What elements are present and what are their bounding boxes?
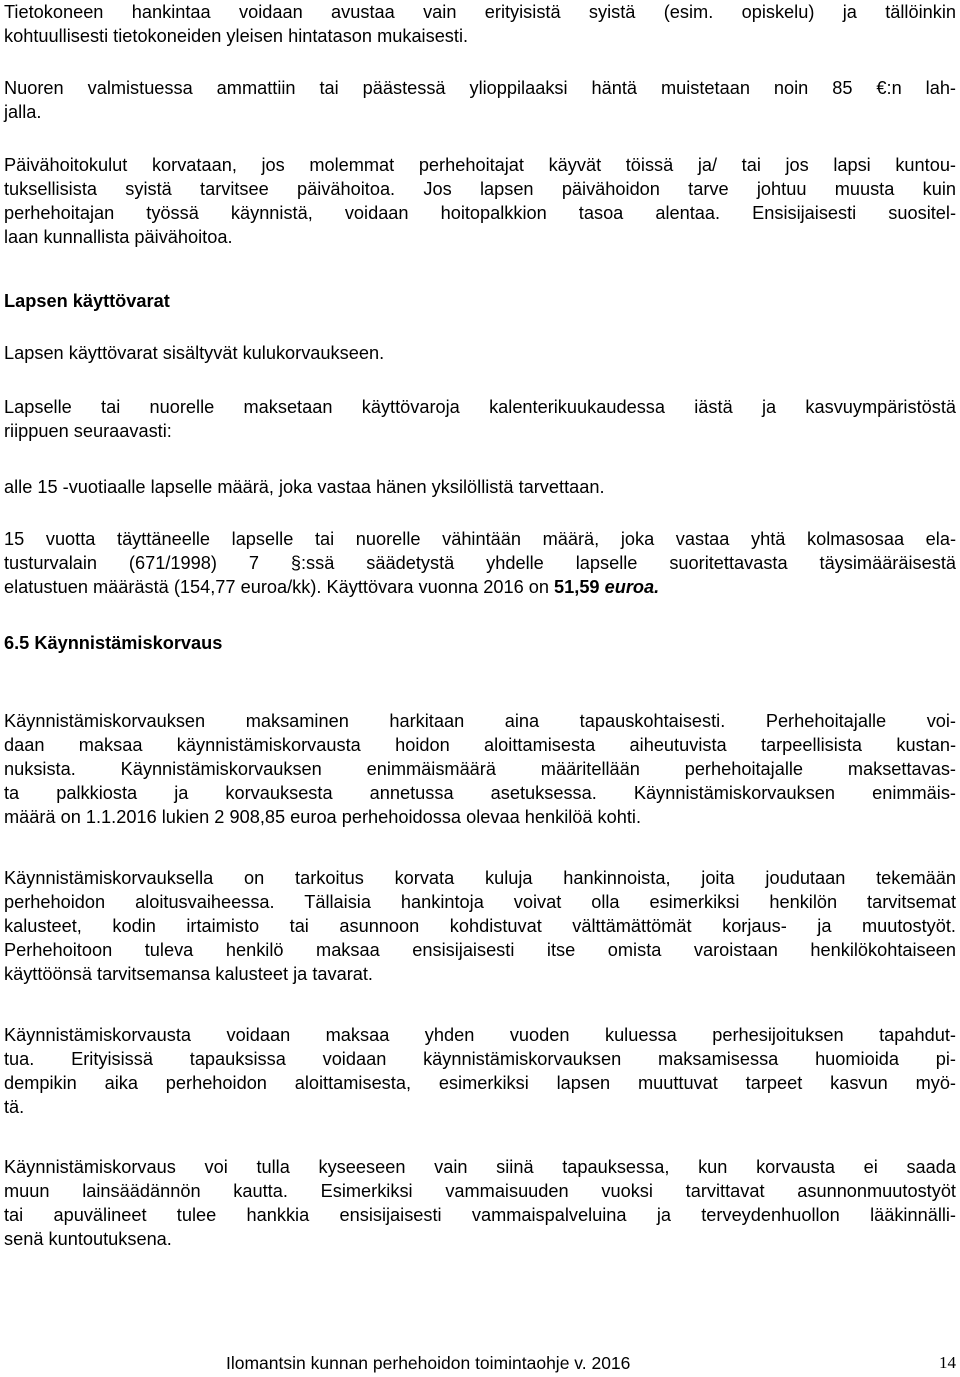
page-number: 14 [939,1353,956,1372]
paragraph-startup-compensation-payment [4,709,956,829]
paragraph-daycare-costs [4,153,956,249]
text-run: elatustuen määrästä (154,77 euroa/kk). Käyttövara vuonna 2016 on [4,577,555,597]
section-heading-startup-compensation: 6.5 Käynnistämiskorvaus [4,633,223,653]
text-line: dempikin aika perhehoidon aloittamisesta, esimerkiksi lapsen muuttuvat tarpeet kasvun myö- [4,1073,956,1093]
text-line: Käynnistämiskorvauksella on tarkoitus korvata kuluja hankinnoista, joita joudutaan tekemään [4,868,956,888]
text-line: tä. [4,1097,25,1117]
text-line: Käynnistämiskorvausta voidaan maksaa yhden vuoden kuluessa perhesijoituksen tapahdut- [4,1025,956,1045]
text-line: perhehoidon aloitusvaiheessa. Tällaisia hankintoja voivat olla esimerkiksi henkilön tarvitsemat [4,892,956,912]
paragraph-startup-compensation-timeframe [4,1023,956,1119]
text-line: Käynnistämiskorvaus voi tulla kyseeseen vain siinä tapauksessa, kun korvausta ei saada [4,1157,956,1177]
text-line: perhehoitajan työssä käynnistä, voidaan hoitopalkkion tasoa alentaa. Ensisijaisesti suositel- [4,203,956,223]
paragraph-startup-compensation-purpose [4,866,956,986]
text-line: Lapselle tai nuorelle maksetaan käyttövaroja kalenterikuukaudessa iästä ja kasvuympäristöstä [4,397,956,417]
text-line [4,575,956,599]
spending-money-unit: euroa. [599,577,660,597]
text-line: kalusteet, kodin irtaimisto tai asunnoon kohdistuvat välttämättömät korjaus- ja muutostyöt. [4,916,956,936]
text-line: tuksellisista syistä tarvitsee päivähoitoa. Jos lapsen päivähoidon tarve johtuu muusta kuin [4,179,956,199]
text-line: daan maksaa käynnistämiskorvausta hoidon aloittamisesta aiheutuvista tarpeellisista kustan- [4,735,956,755]
text-line: nuksista. Käynnistämiskorvauksen enimmäismäärä määritellään perhehoitajalle maksettavas- [4,759,956,779]
paragraph-graduation-gift [4,76,956,124]
text-line: jalla. [4,102,42,122]
text-line: määrä on 1.1.2016 lukien 2 908,85 euroa perhehoidossa olevaa henkilöä kohti. [4,807,642,827]
text-line: kohtuullisesti tietokoneiden yleisen hintatason mukaisesti. [4,26,469,46]
page-footer [0,1353,960,1377]
text-line: laan kunnallista päivähoitoa. [4,227,233,247]
text-line: käyttöönsä tarvitsemansa kalusteet ja tavarat. [4,964,373,984]
text-line: Nuoren valmistuessa ammattiin tai päästessä ylioppilaaksi häntä muistetaan noin 85 €:n lah- [4,78,956,98]
paragraph-under-15: alle 15 -vuotiaalle lapselle määrä, joka vastaa hänen yksilöllistä tarvettaan. [4,477,605,497]
text-line: Käynnistämiskorvauksen maksaminen harkitaan aina tapauskohtaisesti. Perhehoitajalle voi- [4,711,956,731]
text-line: riippuen seuraavasti: [4,421,172,441]
text-line: senä kuntoutuksena. [4,1229,172,1249]
paragraph-over-15 [4,527,956,599]
text-line: 15 vuotta täyttäneelle lapselle tai nuorelle vähintään määrä, joka vastaa yhtä kolmasosaa ela- [4,529,956,549]
paragraph-startup-compensation-conditions [4,1155,956,1251]
paragraph-spending-money-included: Lapsen käyttövarat sisältyvät kulukorvaukseen. [4,343,385,363]
text-line: muun lainsäädännön kautta. Esimerkiksi vammaisuuden vuoksi tarvittavat asunnonmuutostyöt [4,1181,956,1201]
spending-money-amount: 51,59 [554,577,600,597]
text-line: tua. Erityisissä tapauksissa voidaan käynnistämiskorvauksen maksamisessa huomioida pi- [4,1049,956,1069]
text-line: tusturvalain (671/1998) 7 §:ssä säädetystä yhdelle lapselle suoritettavasta täysimääräisestä [4,553,956,573]
text-line: Tietokoneen hankintaa voidaan avustaa vain erityisistä syistä (esim. opiskelu) ja tällöinkin [4,2,956,22]
text-line: tai apuvälineet tulee hankkia ensisijaisesti vammaispalveluina ja terveydenhuollon lääkinnälli- [4,1205,956,1225]
text-line: Perhehoitoon tuleva henkilö maksaa ensisijaisesti itse omista varoistaan henkilökohtaiseen [4,940,956,960]
paragraph-spending-money-rules [4,395,956,443]
text-line: ta palkkiosta ja korvauksesta annetussa asetuksessa. Käynnistämiskorvauksen enimmäis- [4,783,956,803]
section-heading-spending-money: Lapsen käyttövarat [4,291,170,311]
paragraph-computer-purchase [4,0,956,48]
text-line: Päivähoitokulut korvataan, jos molemmat perhehoitajat käyvät töissä ja/ tai jos lapsi kuntou- [4,155,956,175]
footer-document-title: Ilomantsin kunnan perhehoidon toimintaohje v. 2016 [226,1353,631,1373]
